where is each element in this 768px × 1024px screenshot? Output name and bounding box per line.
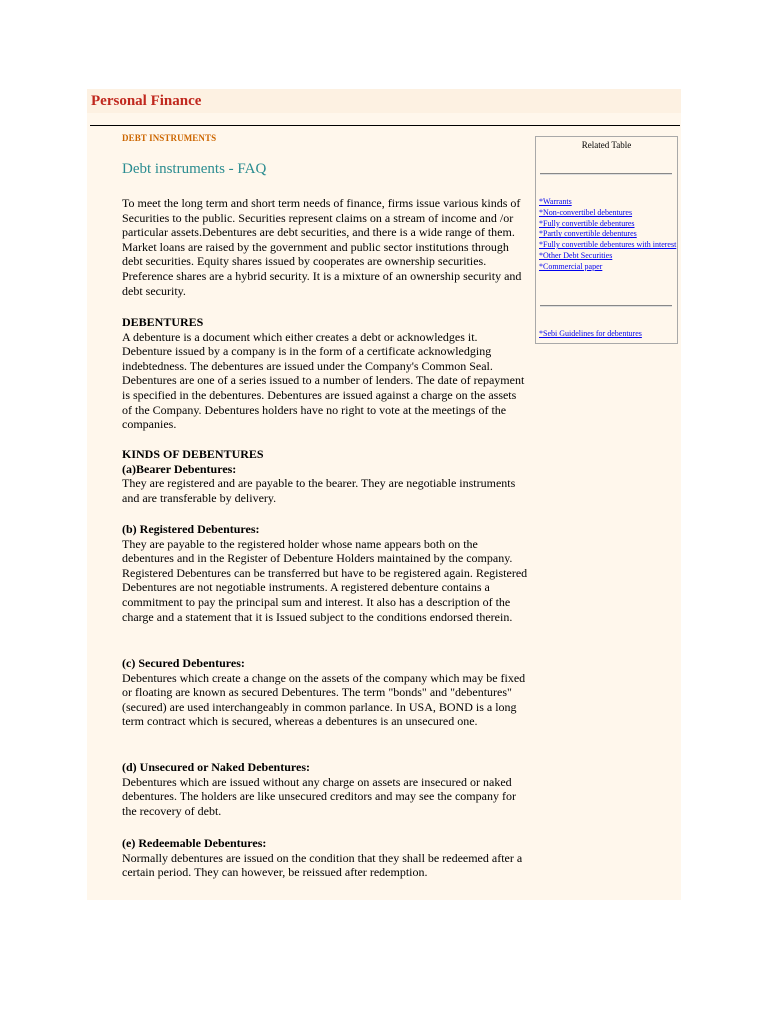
intro-text: To meet the long term and short term needs of finance, firms issue various kinds of Securities to the public. Securities represent claims on a stream of income and /or particular assets.Debentures are debt securities, and there is a wide range of them. Market loans are raised by the government and public sector institutions through debt securities. Equity shares issued by cooperates are ownership securities. Preference shares are a hybrid security. It is a mixture of an ownership security and debt security. <box>122 196 522 298</box>
link-commercial-paper[interactable]: *Commercial paper <box>539 261 603 271</box>
kind-title-secured: (c) Secured Debentures: <box>122 656 245 670</box>
section-tag: DEBT INSTRUMENTS <box>122 133 217 143</box>
link-warrants[interactable]: *Warrants <box>539 197 572 206</box>
kind-text-registered: They are payable to the registered holder whose name appears both on the debentures and in the Register of Debenture Holders maintained by the company. Registered Debentures can be transferred but have to be registered again. Registered Debentures are not negotiable instruments. A registered debenture contains a commitment to pay the principal sum and interest. It also has a description of the charge and a statement that it is Issued subject to the conditions endorsed therein. <box>122 536 528 624</box>
related-links-list <box>539 197 677 273</box>
link-fully-convertible-debentures[interactable]: *Fully convertible debentures <box>539 218 635 228</box>
kind-redeemable <box>122 836 528 880</box>
kinds-section <box>122 447 528 505</box>
related-divider-top <box>540 173 672 175</box>
link-fully-convertible-with-interest[interactable]: *Fully convertible debentures with interest <box>539 240 677 250</box>
link-sebi-guidelines[interactable]: *Sebi Guidelines for debentures <box>539 329 642 338</box>
kind-title-registered: (b) Registered Debentures: <box>122 522 260 536</box>
intro-paragraph <box>122 196 528 298</box>
kind-text-secured: Debentures which create a change on the assets of the company which may be fixed or floating are known as secured Debentures. The term "bonds" and "debentures"(secured) are used interchangeably in common parlance. In USA, BOND is a long term contract which is secured, whereas a debentures is an unsecured one. <box>122 670 526 729</box>
kind-text-bearer: They are registered and are payable to the bearer. They are negotiable instruments and are transferable by delivery. <box>122 476 516 505</box>
related-table-title: Related Table <box>581 140 632 150</box>
link-other-debt-securities[interactable]: *Other Debt Securities <box>539 250 613 260</box>
debentures-heading: DEBENTURES <box>122 315 204 329</box>
kind-title-unsecured: (d) Unsecured or Naked Debentures: <box>122 760 310 774</box>
debentures-section <box>122 315 528 432</box>
kind-text-unsecured: Debentures which are issued without any charge on assets are insecured or naked debentures. The holders are like unsecured creditors and may see the company for the recovery of debt. <box>122 774 516 818</box>
site-title: Personal Finance <box>91 93 202 109</box>
kind-registered <box>122 522 528 624</box>
header-divider <box>90 125 680 126</box>
link-partly-convertible-debentures[interactable]: *Partly convertible debentures <box>539 229 637 239</box>
related-table <box>535 136 678 344</box>
link-non-convertible-debentures[interactable]: *Non-convertibel debentures <box>539 207 633 217</box>
article-heading: Debt instruments - FAQ <box>122 161 267 177</box>
debentures-text: A debenture is a document which either creates a debt or acknowledges it. Debenture issued by a company is in the form of a certificate acknowledging indebtedness. The debentures are issued under the Company's Common Seal. Debentures are one of a series issued to a number of lenders. The date of repayment is specified in the debentures. Debentures are issued against a charge on the assets of the Company. Debentures holders have no right to vote at the meetings of the companies. <box>122 329 525 432</box>
kind-title-redeemable: (e) Redeemable Debentures: <box>122 836 267 850</box>
related-divider-bottom <box>540 305 672 307</box>
kind-text-redeemable: Normally debentures are issued on the condition that they shall be redeemed after a certain period. They can however, be reissued after redemption. <box>122 850 523 880</box>
kind-title-bearer: (a)Bearer Debentures: <box>122 461 237 476</box>
kinds-heading: KINDS OF DEBENTURES <box>122 447 264 461</box>
kind-unsecured <box>122 760 528 818</box>
kind-secured <box>122 656 528 729</box>
